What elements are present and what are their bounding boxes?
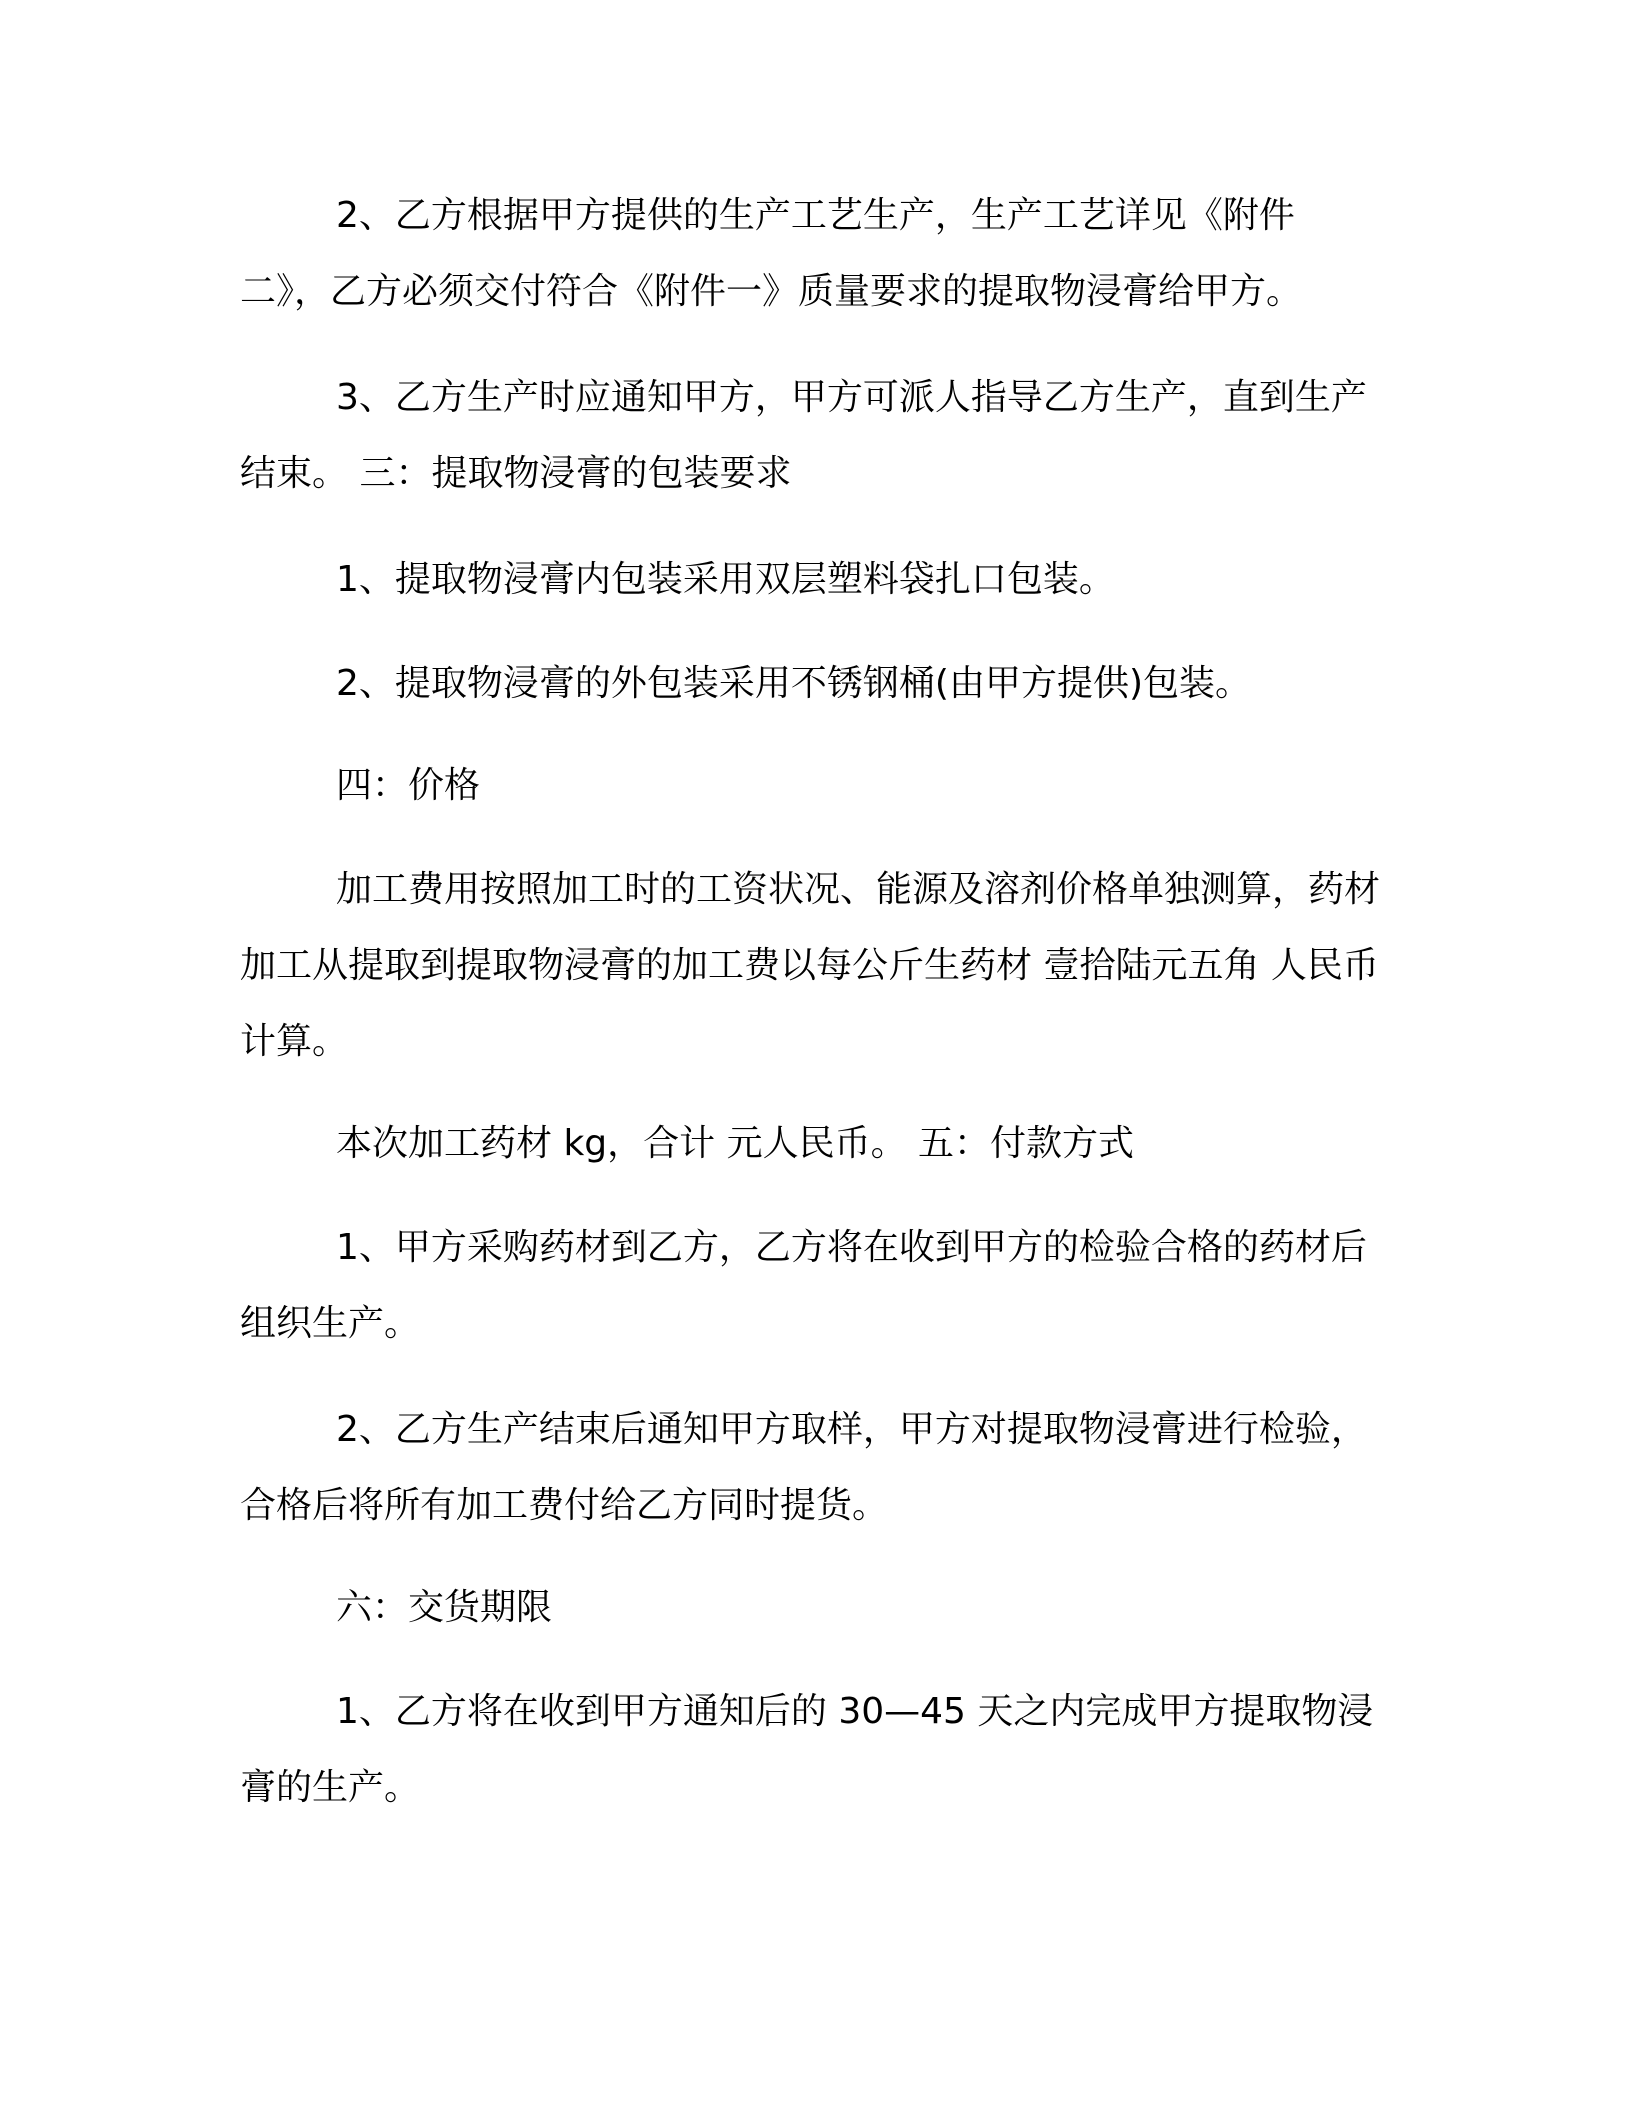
paragraph-process-requirements: 2、乙方根据甲方提供的生产工艺生产，生产工艺详见《附件二》，乙方必须交付符合《附件一》质量要求的提取物浸膏给甲方。 [240, 195, 1303, 312]
paragraph-inner-packaging: 1、提取物浸膏内包装采用双层塑料袋扎口包装。 [336, 559, 1115, 600]
paragraph-production-notice: 3、乙方生产时应通知甲方，甲方可派人指导乙方生产，直到生产结束。 三：提取物浸膏的包装要求 [240, 377, 1367, 494]
section-heading-price: 四：价格 [336, 765, 481, 806]
section-heading-delivery: 六：交货期限 [336, 1587, 553, 1628]
paragraph-processing-fee: 加工费用按照加工时的工资状况、能源及溶剂价格单独测算，药材加工从提取到提取物浸膏的加工费以每公斤生药材 壹拾陆元五角 人民币计算。 [240, 869, 1381, 1062]
paragraph-payment-2: 2、乙方生产结束后通知甲方取样，甲方对提取物浸膏进行检验，合格后将所有加工费付给乙方同时提货。 [240, 1409, 1367, 1526]
paragraph-payment-1: 1、甲方采购药材到乙方，乙方将在收到甲方的检验合格的药材后组织生产。 [240, 1227, 1367, 1344]
paragraph-delivery-period: 1、乙方将在收到甲方通知后的 30—45 天之内完成甲方提取物浸膏的生产。 [240, 1691, 1374, 1808]
paragraph-outer-packaging: 2、提取物浸膏的外包装采用不锈钢桶(由甲方提供)包装。 [336, 663, 1251, 704]
paragraph-total-amount: 本次加工药材 kg，合计 元人民币。 五：付款方式 [336, 1123, 1135, 1164]
